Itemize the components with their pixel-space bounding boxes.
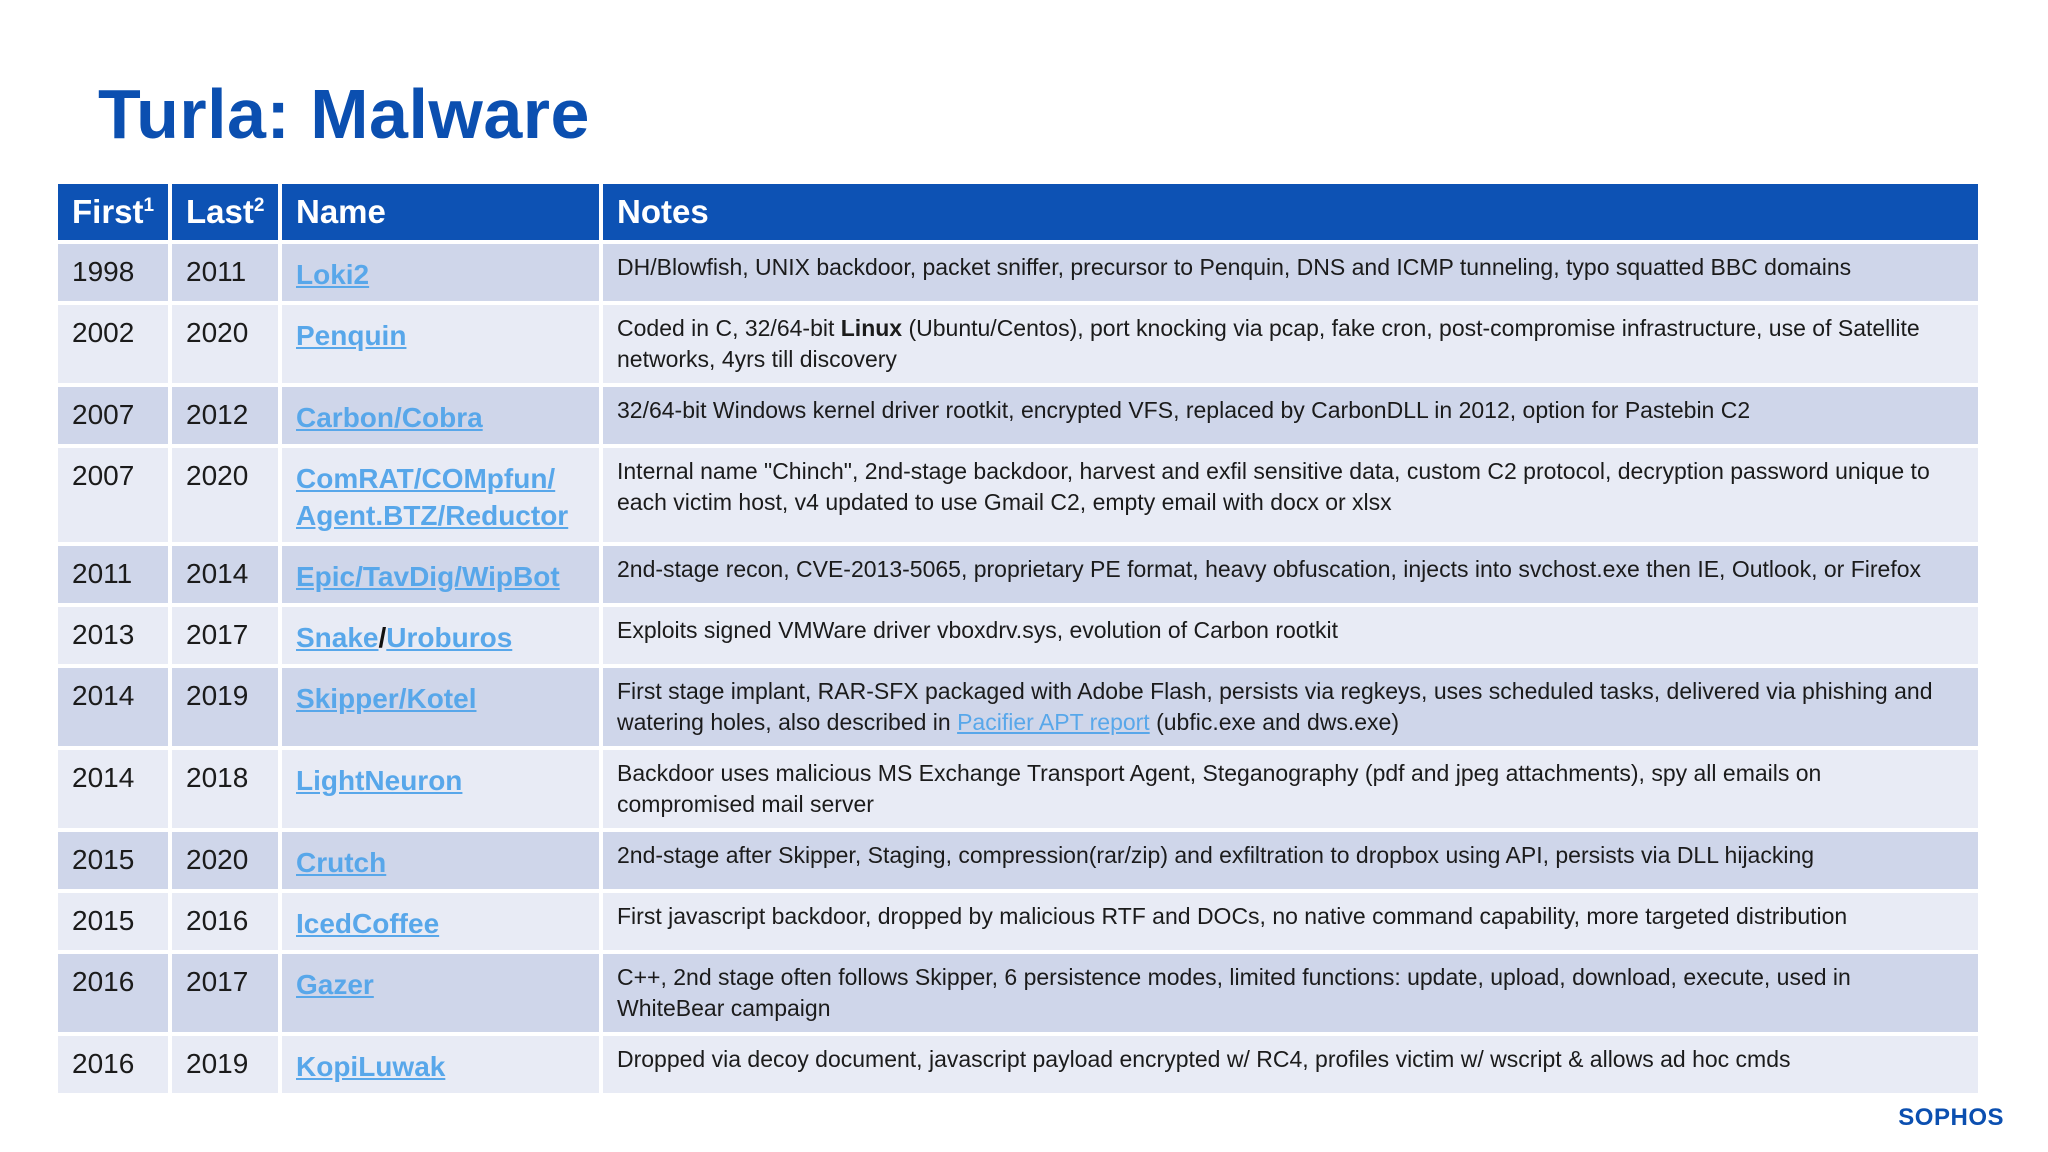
- last-year: 2019: [172, 1036, 278, 1093]
- table-row: [58, 893, 1978, 950]
- malware-link-carbon[interactable]: Carbon/Cobra: [296, 402, 483, 433]
- table-row: [58, 750, 1978, 828]
- header-notes: Notes: [603, 184, 1978, 240]
- malware-name: [282, 244, 599, 301]
- first-year: 2007: [58, 387, 168, 444]
- malware-link-loki2[interactable]: Loki2: [296, 259, 370, 290]
- table-row: [58, 607, 1978, 664]
- malware-link-epic[interactable]: Epic/TavDig/WipBot: [296, 561, 560, 592]
- table-row: [58, 1036, 1978, 1093]
- bold-keyword: Linux: [840, 315, 903, 341]
- malware-table: [54, 180, 1982, 1097]
- header-name: Name: [282, 184, 599, 240]
- malware-notes: First stage implant, RAR-SFX packaged with Adobe Flash, persists via regkeys, uses scheduled tasks, delivered via phishing and watering holes, also described in Pacifier APT report (ubfic.exe and dws.exe): [603, 668, 1978, 746]
- malware-name: [282, 832, 599, 889]
- last-year: 2011: [172, 244, 278, 301]
- malware-link-comrat[interactable]: ComRAT/COMpfun/: [296, 463, 556, 494]
- malware-notes: DH/Blowfish, UNIX backdoor, packet sniffer, precursor to Penquin, DNS and ICMP tunneling, typo squatted BBC domains: [603, 244, 1978, 301]
- last-year: 2020: [172, 305, 278, 383]
- malware-link-penquin[interactable]: Penquin: [296, 320, 407, 351]
- malware-notes: First javascript backdoor, dropped by malicious RTF and DOCs, no native command capability, more targeted distribution: [603, 893, 1978, 950]
- malware-notes: 32/64-bit Windows kernel driver rootkit, encrypted VFS, replaced by CarbonDLL in 2012, option for Pastebin C2: [603, 387, 1978, 444]
- malware-link-skipper[interactable]: Skipper/Kotel: [296, 683, 477, 714]
- pacifier-report-link[interactable]: Pacifier APT report: [957, 709, 1150, 735]
- malware-notes: Dropped via decoy document, javascript payload encrypted w/ RC4, profiles victim w/ wscript & allows ad hoc cmds: [603, 1036, 1978, 1093]
- last-year: 2019: [172, 668, 278, 746]
- malware-notes: Exploits signed VMWare driver vboxdrv.sys, evolution of Carbon rootkit: [603, 607, 1978, 664]
- malware-notes: C++, 2nd stage often follows Skipper, 6 persistence modes, limited functions: update, upload, download, execute, used in WhiteBear campaign: [603, 954, 1978, 1032]
- first-year: 2014: [58, 750, 168, 828]
- malware-name: [282, 546, 599, 603]
- malware-name: [282, 954, 599, 1032]
- last-year: 2018: [172, 750, 278, 828]
- table-row: [58, 448, 1978, 542]
- name-separator: /: [378, 622, 387, 653]
- table-row: [58, 546, 1978, 603]
- first-year: 2011: [58, 546, 168, 603]
- malware-name: [282, 305, 599, 383]
- first-year: 2015: [58, 893, 168, 950]
- malware-name: [282, 750, 599, 828]
- malware-link-crutch[interactable]: Crutch: [296, 847, 387, 878]
- table-row: [58, 387, 1978, 444]
- table-row: [58, 244, 1978, 301]
- last-year: 2020: [172, 448, 278, 542]
- first-year: 2013: [58, 607, 168, 664]
- malware-name: [282, 1036, 599, 1093]
- malware-name: [282, 387, 599, 444]
- last-year: 2017: [172, 954, 278, 1032]
- malware-name: [282, 607, 599, 664]
- malware-notes: Internal name "Chinch", 2nd-stage backdoor, harvest and exfil sensitive data, custom C2 protocol, decryption password unique to each victim host, v4 updated to use Gmail C2, empty email with docx or xlsx: [603, 448, 1978, 542]
- first-year: 2015: [58, 832, 168, 889]
- malware-notes: 2nd-stage after Skipper, Staging, compression(rar/zip) and exfiltration to dropbox using API, persists via DLL hijacking: [603, 832, 1978, 889]
- malware-notes: Coded in C, 32/64-bit Linux (Ubuntu/Centos), port knocking via pcap, fake cron, post-compromise infrastructure, use of Satellite networks, 4yrs till discovery: [603, 305, 1978, 383]
- table-row: [58, 954, 1978, 1032]
- malware-link-icedcoffee[interactable]: IcedCoffee: [296, 908, 440, 939]
- first-year: 2007: [58, 448, 168, 542]
- malware-name: [282, 668, 599, 746]
- table-row: [58, 668, 1978, 746]
- last-year: 2016: [172, 893, 278, 950]
- header-last: Last$^2$: [172, 184, 278, 240]
- last-year: 2020: [172, 832, 278, 889]
- first-year: 2016: [58, 954, 168, 1032]
- sophos-logo: SOPHOS: [1898, 1104, 2004, 1131]
- table-row: [58, 832, 1978, 889]
- table-header-row: [58, 184, 1978, 240]
- malware-notes: Backdoor uses malicious MS Exchange Transport Agent, Steganography (pdf and jpeg attachments), spy all emails on compromised mail server: [603, 750, 1978, 828]
- malware-link-lightneuron[interactable]: LightNeuron: [296, 765, 463, 796]
- page-title: Turla: Malware: [98, 75, 590, 153]
- last-year: 2012: [172, 387, 278, 444]
- last-year: 2014: [172, 546, 278, 603]
- malware-link-snake[interactable]: Snake: [296, 622, 379, 653]
- malware-name: [282, 448, 599, 542]
- first-year: 2014: [58, 668, 168, 746]
- table-row: [58, 305, 1978, 383]
- last-year: 2017: [172, 607, 278, 664]
- malware-link-kopiluwak[interactable]: KopiLuwak: [296, 1051, 446, 1082]
- first-year: 1998: [58, 244, 168, 301]
- malware-name: [282, 893, 599, 950]
- malware-link-uroburos[interactable]: Uroburos: [386, 622, 513, 653]
- malware-link-agent-btz[interactable]: Agent.BTZ/Reductor: [296, 500, 569, 531]
- malware-link-gazer[interactable]: Gazer: [296, 969, 374, 1000]
- header-first: First$^1$: [58, 184, 168, 240]
- first-year: 2002: [58, 305, 168, 383]
- malware-notes: 2nd-stage recon, CVE-2013-5065, proprietary PE format, heavy obfuscation, injects into svchost.exe then IE, Outlook, or Firefox: [603, 546, 1978, 603]
- first-year: 2016: [58, 1036, 168, 1093]
